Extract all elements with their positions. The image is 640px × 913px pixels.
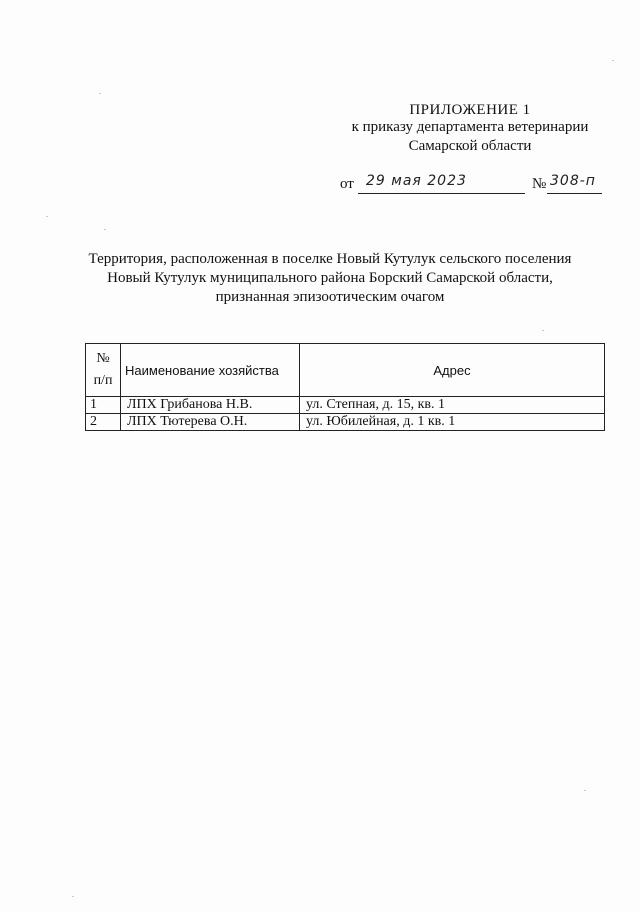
number-prefix: № bbox=[532, 176, 547, 192]
row-address: ул. Степная, д. 15, кв. 1 bbox=[300, 397, 605, 414]
scan-speck bbox=[46, 216, 48, 217]
heading-line: Новый Кутулук муниципального района Борский Самарской области, bbox=[107, 270, 553, 286]
appendix-order-reference: к приказу департамента ветеринарии bbox=[351, 119, 589, 135]
scan-speck bbox=[72, 896, 74, 897]
heading-line: Территория, расположенная в поселке Новый Кутулук сельского поселения bbox=[88, 251, 572, 267]
table-row bbox=[86, 414, 605, 431]
row-address: ул. Юбилейная, д. 1 кв. 1 bbox=[300, 414, 605, 431]
heading-line: признанная эпизоотическим очагом bbox=[215, 289, 445, 305]
date-underline bbox=[358, 193, 525, 194]
table-row bbox=[86, 397, 605, 414]
header-address: Адрес bbox=[300, 344, 605, 397]
document-heading bbox=[60, 250, 600, 307]
handwritten-date: 29 мая 2023 bbox=[366, 173, 467, 189]
appendix-region: Самарской области bbox=[408, 138, 532, 154]
appendix-title: ПРИЛОЖЕНИЕ 1 bbox=[409, 102, 531, 118]
farms-table bbox=[85, 343, 605, 431]
row-number: 1 bbox=[86, 397, 121, 414]
date-prefix: от bbox=[340, 176, 354, 192]
row-number: 2 bbox=[86, 414, 121, 431]
scan-speck bbox=[612, 60, 614, 61]
header-number-abbrev: п/п bbox=[93, 373, 113, 388]
table-header-row bbox=[86, 344, 605, 397]
scan-speck bbox=[584, 790, 586, 791]
scan-speck bbox=[99, 93, 101, 94]
scan-speck bbox=[104, 229, 106, 230]
header-farm-name: Наименование хозяйства bbox=[121, 344, 300, 397]
order-date-line bbox=[340, 173, 602, 198]
handwritten-number: 308-п bbox=[550, 173, 596, 189]
number-underline bbox=[547, 193, 602, 194]
header-number bbox=[86, 344, 121, 397]
scan-speck bbox=[542, 330, 544, 331]
row-farm-name: ЛПХ Грибанова Н.В. bbox=[121, 397, 300, 414]
row-farm-name: ЛПХ Тютерева О.Н. bbox=[121, 414, 300, 431]
header-number-symbol: № bbox=[96, 351, 110, 366]
